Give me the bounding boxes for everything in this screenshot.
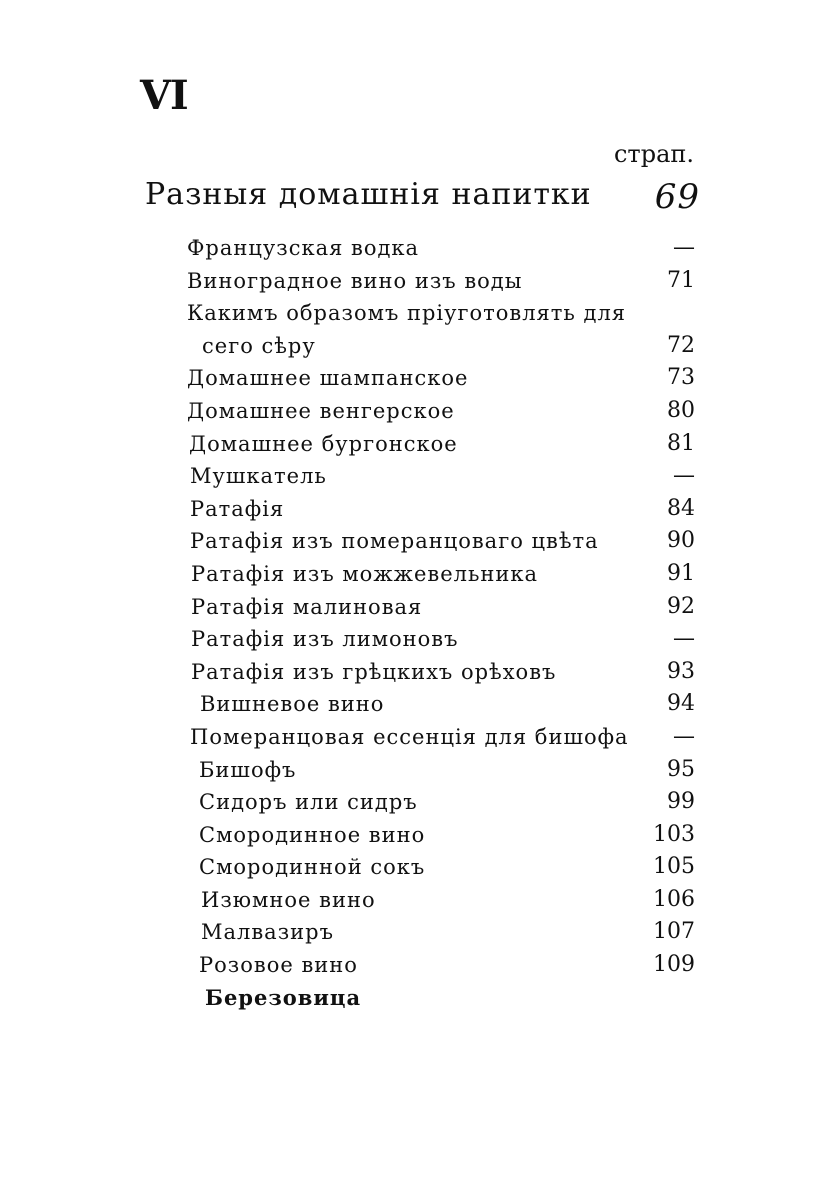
toc-entry <box>0 297 840 330</box>
toc-entry-title: Вишневое вино <box>200 692 385 717</box>
toc-entry <box>0 656 840 689</box>
toc-entry-title: Ратафія малиновая <box>191 594 423 619</box>
toc-entry-page: 81 <box>667 430 695 456</box>
toc-entry-page: 94 <box>667 691 695 717</box>
toc-entry <box>0 558 840 591</box>
toc-entry <box>0 493 840 526</box>
toc-entry <box>0 688 840 721</box>
page-column-label: страп. <box>613 140 694 168</box>
toc-entry <box>0 460 840 493</box>
toc-entry-page: 99 <box>667 789 695 815</box>
toc-entry <box>0 851 840 884</box>
toc-entry-title: Ратафія изъ можжевельника <box>191 561 539 586</box>
toc-entry-title: Померанцовая ессенція для бишофа <box>190 724 629 749</box>
toc-entry-title: Сидоръ или сидръ <box>199 790 418 815</box>
toc-entry <box>0 949 840 982</box>
toc-entry-page: 90 <box>667 528 695 554</box>
toc-entry-page: — <box>673 723 695 749</box>
toc-entry-title: Виноградное вино изъ воды <box>187 268 523 293</box>
toc-entry <box>0 395 840 428</box>
toc-entry <box>0 884 840 917</box>
toc-entry-title: Березовица <box>205 984 362 1010</box>
toc-entry <box>0 754 840 787</box>
toc-entry-page: 106 <box>653 886 695 912</box>
toc-entry <box>0 786 840 819</box>
toc-entry-title: Ратафія изъ грѣцкихъ орѣховъ <box>191 659 557 684</box>
toc-entry <box>0 982 840 1015</box>
toc-entry-title: Французская водка <box>187 236 420 260</box>
section-title: Разныя домашнія напитки <box>145 177 592 212</box>
toc-entry-page: 92 <box>667 593 695 619</box>
toc-entry-title: Ратафія изъ лимоновъ <box>191 627 459 652</box>
toc-entry-page: — <box>673 235 695 260</box>
toc-entry-title: Домашнее венгерское <box>187 398 455 423</box>
toc-entry <box>0 362 840 395</box>
toc-entry-title: Розовое вино <box>199 953 358 978</box>
toc-entry-page: 80 <box>667 397 695 423</box>
toc-entry <box>0 428 840 461</box>
table-of-contents <box>0 232 840 1014</box>
toc-entry-page: 91 <box>667 560 695 586</box>
toc-entry-title: Ратафія изъ померанцоваго цвѣта <box>190 529 599 554</box>
toc-entry-page: — <box>673 626 695 652</box>
toc-entry-page: 109 <box>653 952 695 978</box>
toc-entry-title: Мушкатель <box>190 464 327 489</box>
section-page-number: 69 <box>654 177 700 217</box>
toc-entry-title: Бишофъ <box>199 757 297 782</box>
toc-entry-title: Смородинной сокъ <box>199 855 426 880</box>
toc-entry-page: 93 <box>667 658 695 684</box>
toc-entry-title: Какимъ образомъ пріуготовлять для <box>187 301 627 326</box>
toc-entry-title: Смородинное вино <box>199 822 426 847</box>
toc-entry <box>0 330 840 363</box>
toc-entry-page: 73 <box>667 365 695 391</box>
toc-entry-title: Ратафія <box>190 496 285 521</box>
toc-entry-page: 107 <box>653 919 695 945</box>
toc-entry <box>0 721 840 754</box>
toc-entry-page: 105 <box>653 854 695 880</box>
toc-entry-title: Домашнее бургонское <box>189 431 458 456</box>
toc-entry-title: Домашнее шампанское <box>187 366 469 391</box>
toc-entry-title: Изюмное вино <box>201 887 376 912</box>
toc-entry-page: — <box>673 463 695 489</box>
toc-entry <box>0 265 840 298</box>
page-number: VI <box>140 72 188 119</box>
toc-entry-page: 103 <box>653 821 695 847</box>
toc-entry-page: 84 <box>667 495 695 521</box>
section-header <box>145 177 700 217</box>
toc-entry-title: сего сѣру <box>202 333 316 358</box>
toc-entry-page: 72 <box>667 332 695 358</box>
toc-entry-page: 95 <box>667 756 695 782</box>
toc-entry <box>0 232 840 265</box>
toc-entry <box>0 591 840 624</box>
toc-entry <box>0 916 840 949</box>
toc-entry-title: Малвазиръ <box>201 920 334 945</box>
toc-entry <box>0 525 840 558</box>
toc-entry-page: 71 <box>667 267 695 293</box>
toc-entry <box>0 623 840 656</box>
toc-entry <box>0 819 840 852</box>
